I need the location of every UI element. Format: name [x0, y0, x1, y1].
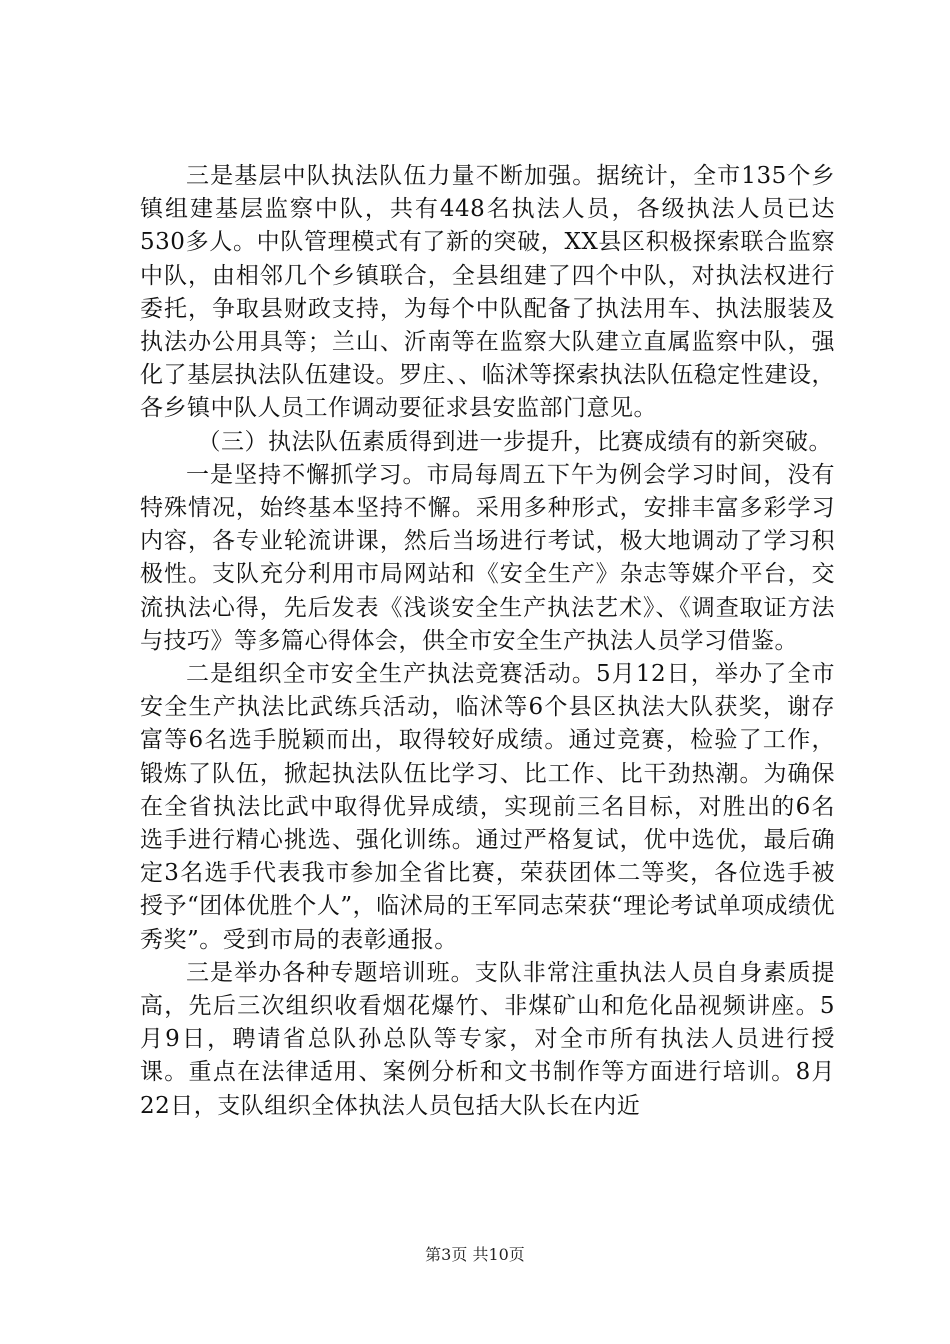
paragraph-study: 一是坚持不懈抓学习。市局每周五下午为例会学习时间，没有特殊情况，始终基本坚持不懈。采用多种形式，安排丰富多彩学习内容，各专业轮流讲课，然后当场进行考试，极大地调动了学习积极性。支队充分利用市局网站和《安全生产》杂志等媒介平台，交流执法心得，先后发表《浅谈安全生产执法艺术》、《调查取证方法与技巧》等多篇心得体会，供全市安全生产执法人员学习借鉴。 — [140, 461, 835, 654]
section-heading-three: （三）执法队伍素质得到进一步提升，比赛成绩有的新突破。 — [197, 428, 832, 455]
paragraph-training: 三是举办各种专题培训班。支队非常注重执法人员自身素质提高，先后三次组织收看烟花爆竹、非煤矿山和危化品视频讲座。5月9日，聘请省总队孙总队等专家，对全市所有执法人员进行授课。重点在法律适用、案例分析和文书制作等方面进行培训。8月22日，支队组织全体执法人员包括大队长在内近 — [140, 959, 835, 1119]
paragraph-competition: 二是组织全市安全生产执法竞赛活动。5月12日，举办了全市安全生产执法比武练兵活动，临沭等6个县区执法大队获奖，谢存富等6名选手脱颖而出，取得较好成绩。通过竞赛，检验了工作，锻炼了队伍，掀起执法队伍比学习、比工作、比干劲热潮。为确保在全省执法比武中取得优异成绩，实现前三名目标，对胜出的6名选手进行精心挑选、强化训练。通过严格复试，优中选优，最后确定3名选手代表我市参加全省比赛，荣获团体二等奖，各位选手被授予“团体优胜个人”，临沭局的王军同志荣获“理论考试单项成绩优秀奖”。受到市局的表彰通报。 — [140, 661, 835, 953]
page-number-footer: 第3页 共10页 — [425, 1245, 525, 1264]
document-body — [140, 160, 835, 1123]
paragraph-grassroots-squads: 三是基层中队执法队伍力量不断加强。据统计，全市135个乡镇组建基层监察中队，共有448名执法人员，各级执法人员已达530多人。中队管理模式有了新的突破，XX县区积极探索联合监察中队，由相邻几个乡镇联合，全县组建了四个中队，对执法权进行委托，争取县财政支持，为每个中队配备了执法用车、执法服装及执法办公用具等；兰山、沂南等在监察大队建立直属监察中队，强化了基层执法队伍建设。罗庄、、临沭等探索执法队伍稳定性建设，各乡镇中队人员工作调动要征求县安监部门意见。 — [140, 163, 835, 422]
